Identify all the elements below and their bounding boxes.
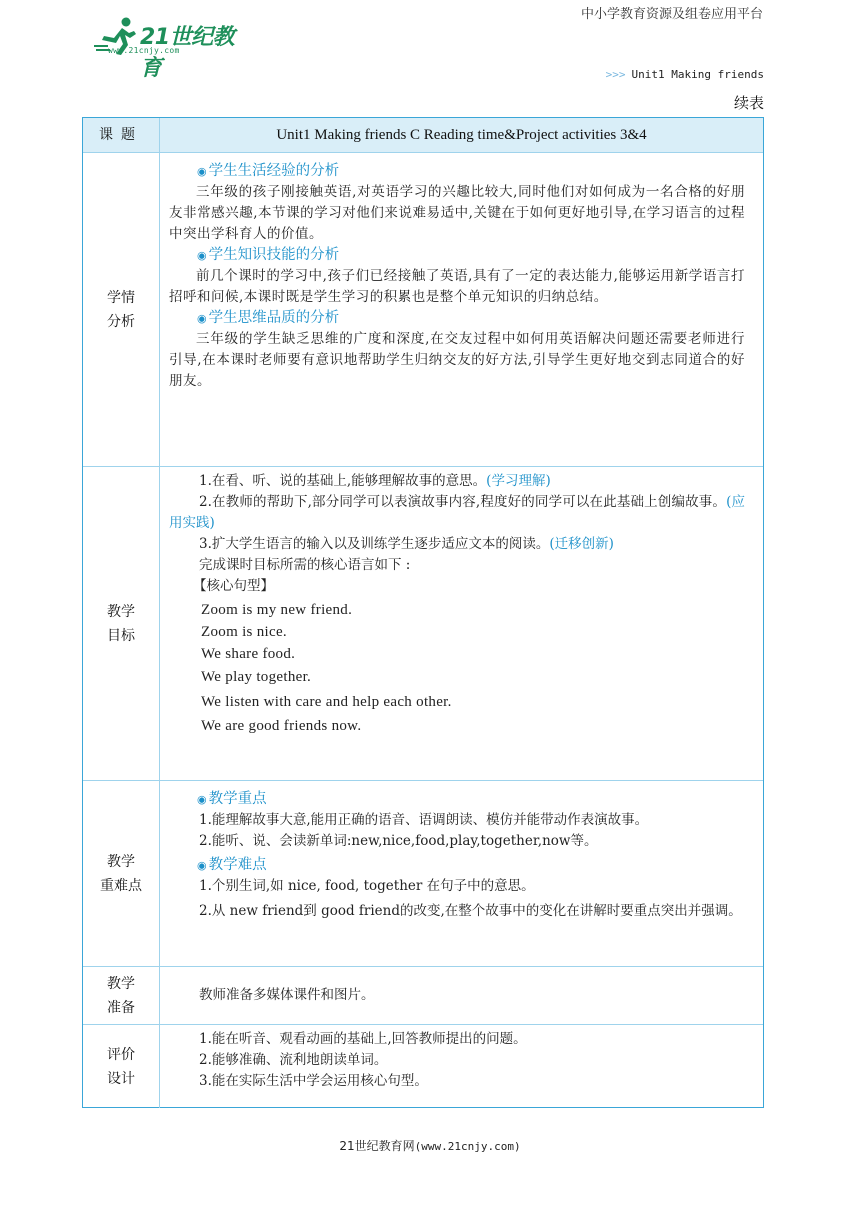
logo-text: 21世纪教育 (140, 25, 235, 81)
goal-text: 2.在教师的帮助下,部分同学可以表演故事内容,程度好的同学可以在此基础上创编故事。 (199, 494, 727, 510)
bullet-icon: ◉ (197, 249, 207, 262)
row-label-line: 重难点 (100, 877, 142, 894)
key-point-item: 2.能听、说、会读新单词:new,nice,food,play,together,now等。 (199, 833, 598, 849)
evaluation-item: 3.能在实际生活中学会运用核心句型。 (199, 1073, 428, 1089)
table-header-row (83, 118, 763, 152)
bullet-icon: ◉ (197, 859, 207, 872)
teaching-preparation-row (83, 966, 763, 1024)
core-language-intro: 完成课时目标所需的核心语言如下 : (199, 557, 411, 573)
bullet-icon: ◉ (197, 793, 207, 806)
section-heading-text: 教学重点 (208, 791, 267, 807)
teaching-goals-label (83, 467, 160, 780)
breadcrumb (606, 68, 764, 81)
teaching-preparation-content (169, 985, 745, 1006)
section-heading (169, 308, 745, 329)
continued-label: 续表 (733, 94, 764, 112)
bullet-icon: ◉ (197, 165, 207, 178)
row-label-line: 分析 (107, 313, 135, 330)
section-heading-text: 学生生活经验的分析 (208, 163, 340, 179)
goal-tag: (学习理解) (486, 473, 551, 489)
teaching-goals-content (169, 471, 745, 737)
evaluation-item: 2.能够准确、流利地朗读单词。 (199, 1052, 388, 1068)
row-label-line: 学情 (107, 289, 135, 306)
core-sentence: We listen with care and help each other. (201, 694, 452, 710)
core-sentence: We are good friends now. (201, 718, 362, 734)
goal-item (169, 534, 745, 555)
evaluation-design-content (169, 1029, 745, 1092)
goal-item (169, 492, 745, 534)
evaluation-item: 1.能在听音、观看动画的基础上,回答教师提出的问题。 (199, 1031, 527, 1047)
section-heading (169, 789, 745, 810)
topic-label: 课题 (83, 118, 160, 152)
platform-title: 中小学教育资源及组卷应用平台 (580, 7, 763, 22)
goal-text: 1.在看、听、说的基础上,能够理解故事的意思。 (199, 473, 487, 489)
lesson-title: Unit1 Making friends C Reading time&Project activities 3&4 (276, 126, 647, 143)
logo-url: www.21cnjy.com (108, 46, 180, 55)
row-label-line: 目标 (107, 627, 135, 644)
goal-item (169, 471, 745, 492)
row-label-line: 评价 (107, 1046, 135, 1063)
section-paragraph: 三年级的学生缺乏思维的广度和深度,在交友过程中如何用英语解决问题还需要老师进行引导,在本课时老师要有意识地帮助学生归纳交友的好方法,引导学生更好地交到志同道合的好朋友。 (169, 331, 745, 389)
difficult-point-item: 2.从 new friend到 good friend的改变,在整个故事中的变化在讲解时要重点突出并强调。 (199, 903, 742, 919)
teaching-goals-row (83, 466, 763, 780)
page-footer (0, 1137, 860, 1154)
footer-site: 21世纪教育网 (339, 1139, 415, 1153)
row-label-line: 设计 (107, 1070, 135, 1087)
preparation-text: 教师准备多媒体课件和图片。 (199, 987, 375, 1003)
evaluation-design-label (83, 1025, 160, 1108)
bullet-icon: ◉ (197, 312, 207, 325)
key-difficult-points-label (83, 781, 160, 966)
breadcrumb-arrows: >>> (605, 68, 626, 81)
breadcrumb-text: Unit1 Making friends (631, 68, 764, 81)
footer-url[interactable]: (www.21cnjy.com) (414, 1140, 521, 1153)
row-label-line: 教学 (107, 853, 135, 870)
row-label-line: 教学 (107, 603, 135, 620)
evaluation-design-row (83, 1024, 763, 1108)
section-paragraph: 三年级的孩子刚接触英语,对英语学习的兴趣比较大,同时他们对如何成为一名合格的好朋友非常感兴趣,本节课的学习对他们来说难易适中,关键在于如何更好地引导,在学习语言的过程中突出学科育人的价值。 (169, 184, 745, 242)
section-heading-text: 教学难点 (208, 857, 267, 873)
key-difficult-points-row (83, 780, 763, 966)
key-point-item: 1.能理解故事大意,能用正确的语音、语调朗读、模仿并能带动作表演故事。 (199, 812, 649, 828)
core-sentence: Zoom is my new friend. (201, 602, 353, 618)
teaching-preparation-label (83, 967, 160, 1024)
section-heading (169, 245, 745, 266)
key-difficult-points-content (169, 789, 745, 922)
section-heading (169, 855, 745, 876)
section-heading-text: 学生思维品质的分析 (208, 310, 340, 326)
goal-tag: (应用实践) (169, 494, 745, 531)
core-sentence: We play together. (201, 669, 312, 685)
student-analysis-label (83, 153, 160, 466)
section-paragraph: 前几个课时的学习中,孩子们已经接触了英语,具有了一定的表达能力,能够运用新学语言打招呼和问候,本课时既是学生学习的积累也是整个单元知识的归纳总结。 (169, 268, 745, 305)
section-heading-text: 学生知识技能的分析 (208, 247, 340, 263)
student-analysis-content (169, 161, 745, 392)
row-label-line: 准备 (107, 999, 135, 1016)
core-sentences-title: 【核心句型】 (193, 578, 274, 594)
row-label-line: 教学 (107, 975, 135, 992)
section-heading (169, 161, 745, 182)
lesson-plan-table (82, 117, 764, 1108)
student-analysis-row (83, 152, 763, 466)
goal-tag: (迁移创新) (549, 536, 614, 552)
core-sentence: We share food. (201, 646, 296, 662)
difficult-point-item: 1.个别生词,如 nice, food, together 在句子中的意思。 (199, 878, 535, 894)
core-sentence: Zoom is nice. (201, 624, 287, 640)
goal-text: 3.扩大学生语言的输入以及训练学生逐步适应文本的阅读。 (199, 536, 550, 552)
site-logo[interactable] (92, 16, 252, 81)
